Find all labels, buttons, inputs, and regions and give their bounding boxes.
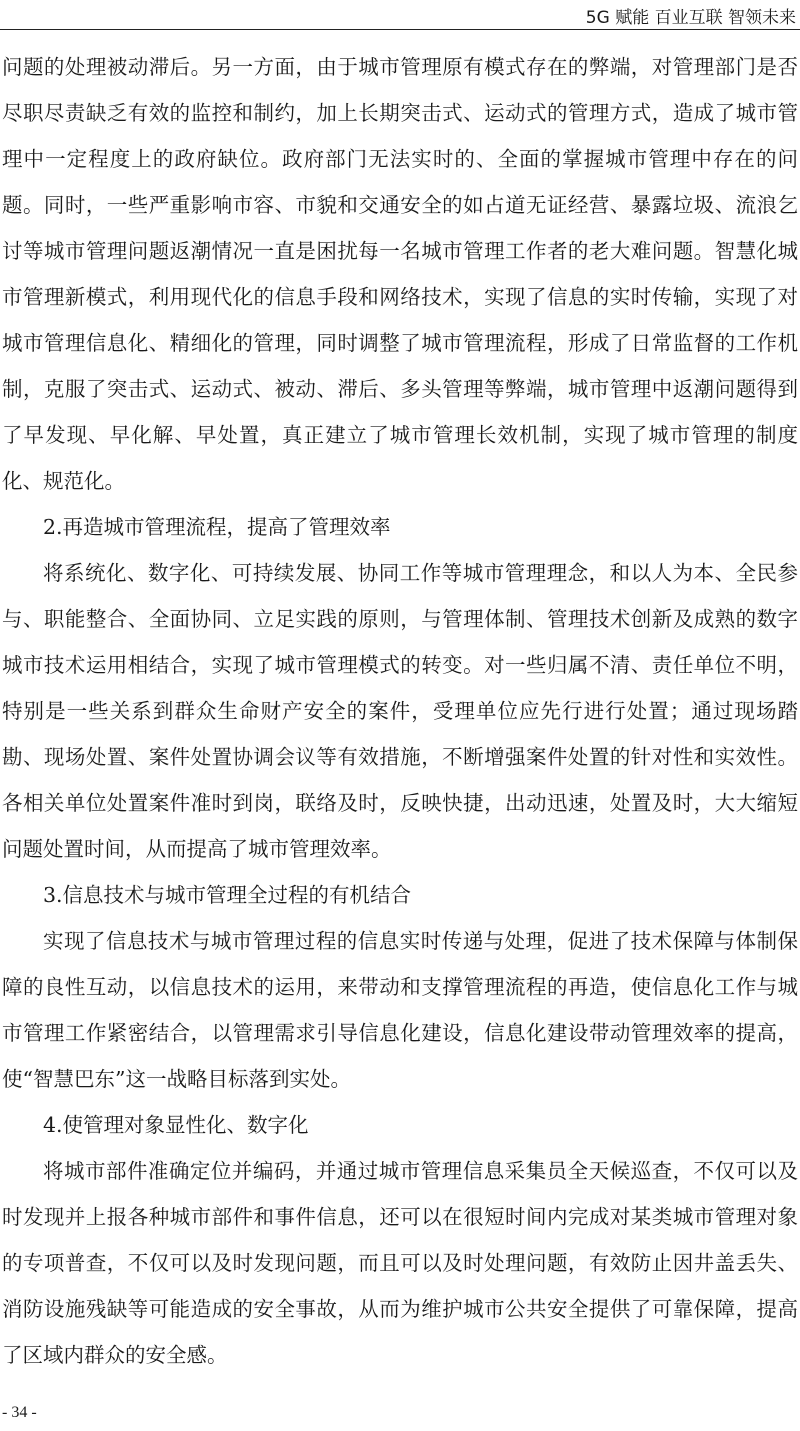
paragraph-section-4: 将城市部件准确定位并编码，并通过城市管理信息采集员全天候巡查，不仅可以及时发现并上报各种城市部件和事件信息，还可以在很短时间内完成对某类城市管理对象的专项普查，不仅可以及时发现问题，而且可以及时处理问题，有效防止因井盖丢失、消防设施残缺等可能造成的安全事故，从而为维护城市公共安全提供了可靠保障，提高了区域内群众的安全感。 bbox=[2, 1159, 798, 1367]
page-number: - 34 - bbox=[2, 1404, 37, 1421]
section-heading-4: 4.使管理对象显性化、数字化 bbox=[43, 1113, 309, 1137]
header-rule bbox=[0, 29, 800, 30]
section-heading-3: 3.信息技术与城市管理全过程的有机结合 bbox=[43, 883, 412, 907]
paragraph-section-2: 将系统化、数字化、可持续发展、协同工作等城市管理理念，和以人为本、全民参与、职能整合、全面协同、立足实践的原则，与管理体制、管理技术创新及成熟的数字城市技术运用相结合，实现了城市管理模式的转变。对一些归属不清、责任单位不明，特别是一些关系到群众生命财产安全的案件，受理单位应先行进行处置；通过现场踏勘、现场处置、案件处置协调会议等有效措施，不断增强案件处置的针对性和实效性。各相关单位处置案件准时到岗，联络及时，反映快捷，出动迅速，处置及时，大大缩短问题处置时间，从而提高了城市管理效率。 bbox=[2, 561, 798, 861]
paragraph-section-3: 实现了信息技术与城市管理过程的信息实时传递与处理，促进了技术保障与体制保障的良性互动，以信息技术的运用，来带动和支撑管理流程的再造，使信息化工作与城市管理工作紧密结合，以管理需求引导信息化建设，信息化建设带动管理效率的提高，使“智慧巴东”这一战略目标落到实处。 bbox=[2, 929, 798, 1091]
header-title: 5G 赋能 百业互联 智领未来 bbox=[585, 8, 796, 28]
paragraph-continued: 问题的处理被动滞后。另一方面，由于城市管理原有模式存在的弊端，对管理部门是否尽职尽责缺乏有效的监控和制约，加上长期突击式、运动式的管理方式，造成了城市管理中一定程度上的政府缺位。政府部门无法实时的、全面的掌握城市管理中存在的问题。同时，一些严重影响市容、市貌和交通安全的如占道无证经营、暴露垃圾、流浪乞讨等城市管理问题返潮情况一直是困扰每一名城市管理工作者的老大难问题。智慧化城市管理新模式，利用现代化的信息手段和网络技术，实现了信息的实时传输，实现了对城市管理信息化、精细化的管理，同时调整了城市管理流程，形成了日常监督的工作机制，克服了突击式、运动式、被动、滞后、多头管理等弊端，城市管理中返潮问题得到了早发现、早化解、早处置，真正建立了城市管理长效机制，实现了城市管理的制度化、规范化。 bbox=[2, 55, 798, 493]
page-header bbox=[0, 0, 800, 32]
document-body bbox=[2, 44, 798, 1378]
section-heading-2: 2.再造城市管理流程，提高了管理效率 bbox=[43, 515, 391, 539]
